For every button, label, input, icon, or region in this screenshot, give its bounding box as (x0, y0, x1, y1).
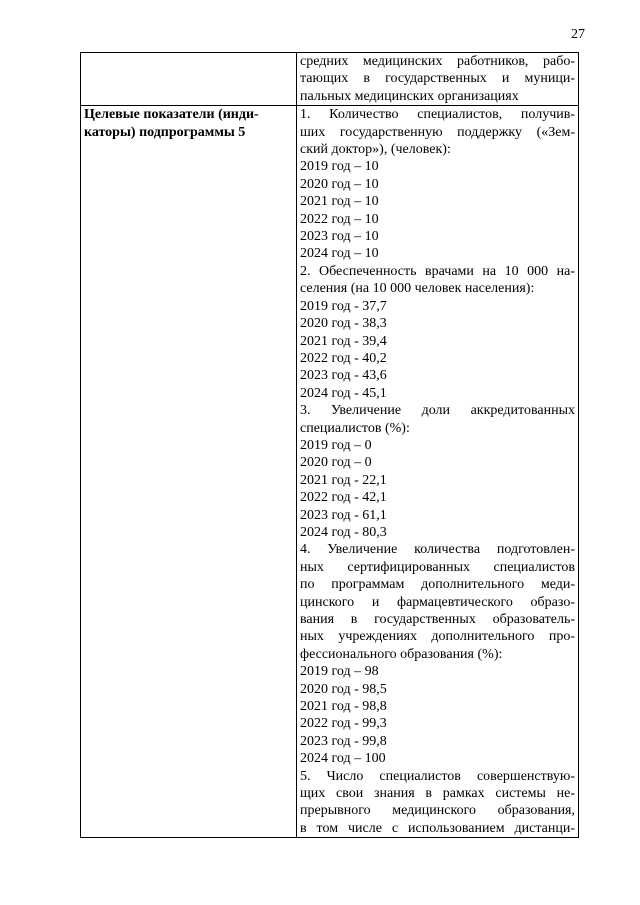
text-line: 4. Увеличение количества подготовлен- (300, 542, 575, 558)
text-line: 2022 год - 40,2 (300, 350, 387, 366)
text-line: пальных медицинских организациях (300, 88, 519, 104)
page-number: 27 (571, 27, 585, 42)
text-line: 2019 год – 98 (300, 664, 379, 680)
table-row (81, 106, 579, 838)
text-line: 2022 год - 99,3 (300, 716, 387, 732)
target-indicators-values-cell (297, 106, 579, 838)
text-line: 2. Обеспеченность врачами на 10 000 на- (300, 263, 575, 279)
text-line: вания в государственных образователь- (300, 612, 575, 627)
text-line: 2024 год – 10 (300, 246, 379, 262)
text-line: тающих в государственных и муници- (300, 71, 575, 87)
row1-left-cell (81, 53, 297, 106)
program-table (80, 52, 579, 838)
text-line: 2024 год - 45,1 (300, 385, 387, 401)
heading-line: каторы) подпрограммы 5 (84, 124, 246, 140)
text-line: щих свои знания в рамках системы не- (300, 786, 575, 802)
row1-right-cell (297, 53, 579, 106)
table-row (81, 53, 579, 106)
text-line: 2024 год - 80,3 (300, 524, 387, 540)
text-line: фессионального образования (%): (300, 646, 503, 662)
text-line: 2024 год – 100 (300, 751, 386, 767)
text-line: в том числе с использованием дистанци- (300, 820, 575, 836)
text-line: селения (на 10 000 человек населения): (300, 281, 535, 297)
text-line: ных учреждениях дополнительного про- (300, 629, 575, 645)
text-line: 2022 год – 10 (300, 211, 379, 227)
indicators-text-block (300, 106, 575, 837)
heading-text-block (84, 106, 293, 141)
text-line: 2019 год – 10 (300, 159, 379, 175)
text-line: специалистов (%): (300, 420, 410, 436)
text-line: 2020 год – 10 (300, 176, 379, 192)
text-line: 2019 год – 0 (300, 437, 372, 453)
heading-line: Целевые показатели (инди- (84, 107, 259, 123)
text-line: 2021 год - 39,4 (300, 333, 387, 349)
text-line: 2021 год – 10 (300, 194, 379, 210)
text-line: ных сертифицированных специалистов (300, 559, 575, 575)
row1-text-block (300, 53, 575, 105)
text-line: 2019 год - 37,7 (300, 298, 387, 314)
text-line: 2023 год – 10 (300, 229, 379, 245)
text-line: прерывного медицинского образования, (300, 803, 575, 819)
text-line: 2023 год - 99,8 (300, 733, 387, 749)
text-line: цинского и фармацевтического образо- (300, 594, 575, 610)
text-line: по программам дополнительного меди- (300, 577, 575, 593)
text-line: 2021 год - 22,1 (300, 472, 387, 488)
text-line: 2023 год - 61,1 (300, 507, 387, 523)
text-line: 2020 год - 98,5 (300, 681, 387, 697)
text-line: 5. Число специалистов совершенствую- (300, 768, 575, 784)
text-line: 2020 год – 0 (300, 455, 372, 471)
text-line: 2021 год - 98,8 (300, 699, 387, 715)
text-line: 2023 год - 43,6 (300, 368, 387, 384)
text-line: 1. Количество специалистов, получив- (300, 107, 575, 123)
text-line: ский доктор»), (человек): (300, 142, 451, 158)
text-line: ших государственную поддержку («Зем- (300, 124, 575, 140)
text-line: 3. Увеличение доли аккредитованных (300, 403, 575, 419)
text-line: средних медицинских работников, рабо- (300, 54, 575, 69)
target-indicators-heading (81, 106, 297, 838)
text-line: 2022 год - 42,1 (300, 490, 387, 506)
text-line: 2020 год - 38,3 (300, 316, 387, 332)
